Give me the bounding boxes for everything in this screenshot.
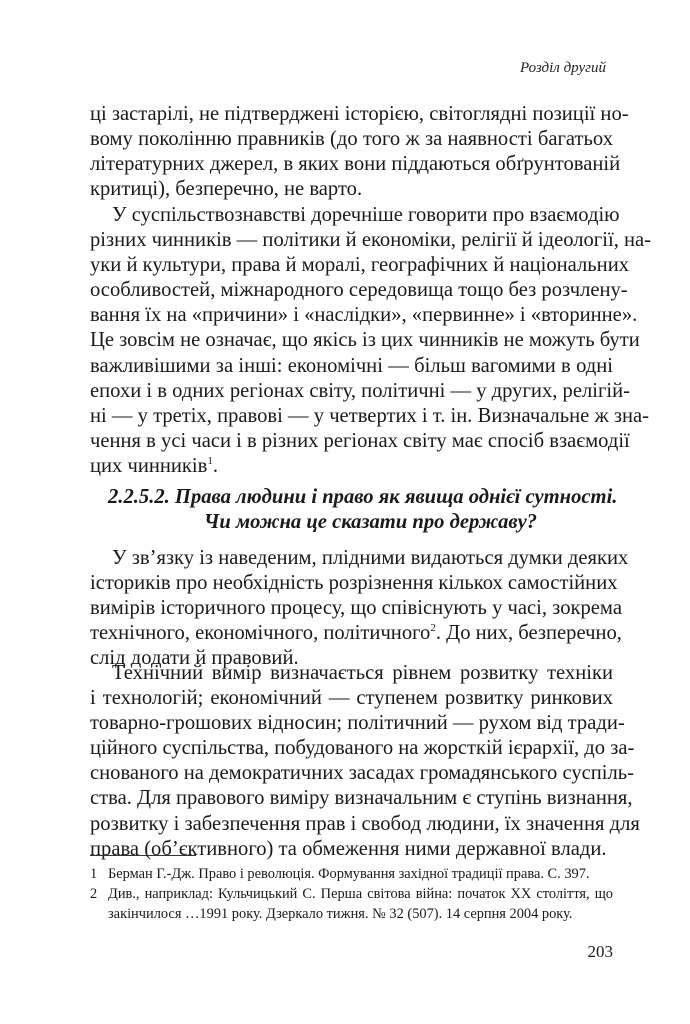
text-line: епохи і в одних регіонах світу, політичні — у других, релігій- (90, 379, 631, 402)
text-line: і технологій; економічний — ступенем розвитку ринкових (90, 687, 613, 710)
text-line: цих чинників$^1$. (90, 454, 219, 477)
text-line: літературних джерел, в яких вони піддаються обґрунтованій (90, 153, 621, 176)
section-heading-line-2: Чи можна це сказати про державу? (203, 511, 538, 534)
paragraph-2 (90, 203, 652, 479)
footnote-line: закінчилося …1991 року. Дзеркало тижня. № 32 (507). 14 серпня 2004 року. (108, 906, 573, 922)
text-fragment: . До них, безперечно, (435, 622, 622, 645)
text-line: товарно-грошових відносин; політичний — рухом від тради- (90, 712, 625, 735)
footnote-text (108, 884, 613, 924)
text-line: ні — у третіх, правові — у четвертих і т. ін. Визначальне ж зна- (90, 404, 650, 427)
text-line: права (об’єктивного) та обмеження ними державної влади. (90, 837, 607, 860)
text-line: Це зовсім не означає, що якісь із цих чинників не можуть бути (90, 329, 640, 352)
text-line: У зв’язку із наведеним, плідними видаються думки деяких (112, 547, 629, 569)
paragraph-4 (90, 661, 640, 862)
section-heading-line-1: 2.2.5.2. Права людини і право як явища однієї сутності. (108, 486, 618, 508)
footnote-ref[interactable]: 2 (430, 622, 436, 635)
text-line: різних чинників — політики й економіки, релігії й ідеології, на- (90, 229, 652, 252)
running-head: Розділ другий (519, 60, 606, 76)
footnote-2 (90, 884, 613, 924)
footnote-1 (90, 864, 613, 884)
footnote-line: Див., наприклад: Кульчицький С. Перша світова війна: початок XX століття, що (108, 886, 613, 902)
text-line: особливостей, міжнародного середовища тощо без розчлену- (90, 279, 628, 302)
footnote-text (108, 864, 613, 884)
text-fragment: цих чинників (90, 454, 208, 477)
text-line: У суспільствознавстві доречніше говорити про взаємодію (112, 204, 620, 226)
text-line: вимірів історичного процесу, що співіснують у часі, зокрема (90, 597, 622, 620)
text-line: уки й культури, права й моралі, географічних й національних (90, 254, 630, 277)
footnote-number: 2 (90, 886, 98, 902)
text-line: ці застарілі, не підтверджені історією, світоглядні позиції но- (90, 103, 629, 125)
footnote-number: 1 (90, 866, 98, 882)
footnote-ref[interactable]: 1 (207, 454, 213, 467)
page-number: 203 (587, 942, 613, 961)
footnote-divider (90, 855, 196, 856)
text-line: важливішими за інші: економічні — більш вагомими в одні (90, 354, 613, 377)
text-line: снованого на демократичних засадах громадянського суспіль- (90, 762, 635, 785)
section-heading (90, 485, 618, 535)
text-line: слід додати й правовий. (90, 647, 299, 670)
text-line: Технічний вимір визначається рівнем розвитку техніки (112, 662, 613, 684)
paragraph-1 (90, 102, 629, 202)
text-line: вому поколінню правників (до того ж за наявності багатьох (90, 128, 613, 151)
text-line: чення в усі часи і в різних регіонах світу має спосіб взаємодії (90, 429, 630, 452)
paragraph-3 (90, 546, 629, 671)
text-line (90, 621, 622, 646)
text-line: критиці), безперечно, не варто. (90, 178, 363, 201)
text-line: ства. Для правового виміру визначальним є ступінь визнання, (90, 787, 633, 810)
footnotes (90, 864, 613, 924)
text-line: розвитку і забезпечення прав і свобод людини, їх значення для (90, 812, 640, 835)
text-fragment: технічного, економічного, політичного (90, 622, 431, 645)
text-line: істориків про необхідність розрізнення кількох самостійних (90, 572, 618, 595)
footnote-line: Берман Г.-Дж. Право і революція. Формування західної традиції права. С. 397. (108, 866, 590, 882)
text-line: вання їх на «причини» і «наслідки», «первинне» і «вторинне». (90, 304, 638, 327)
text-line: ційного суспільства, побудованого на жорсткій ієрархії, до за- (90, 737, 635, 760)
